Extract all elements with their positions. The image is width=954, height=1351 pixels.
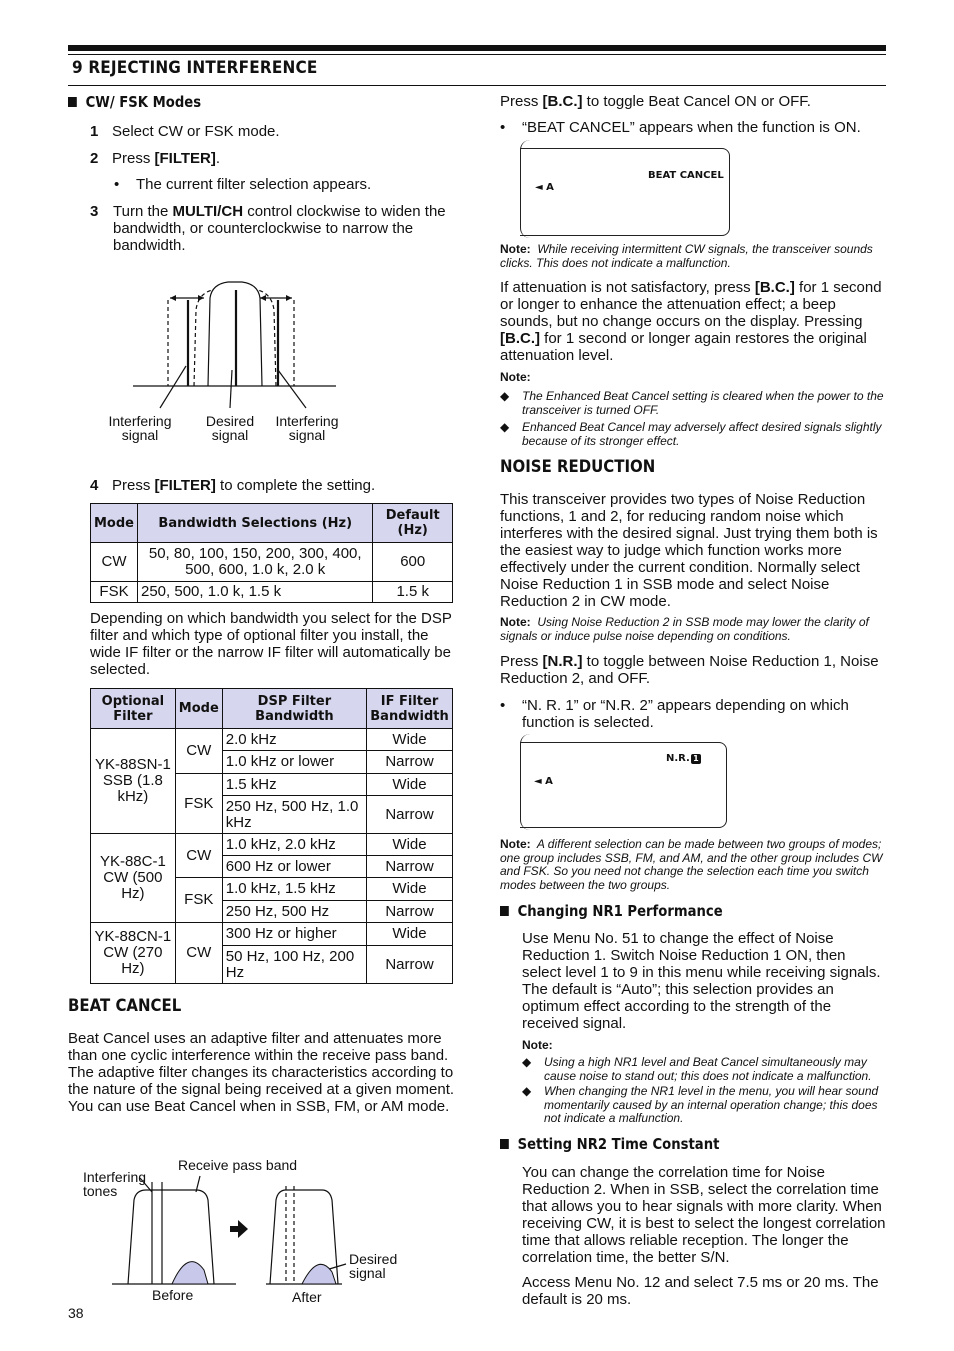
page-number: 38 bbox=[68, 1305, 84, 1321]
cell-dsp: 1.5 kHz bbox=[222, 774, 366, 796]
label-interfering-tones: Interfering tones bbox=[83, 1169, 147, 1199]
table-header-row bbox=[91, 689, 453, 729]
arrowhead-left bbox=[170, 295, 176, 301]
label-interfering-left: Interfering signal bbox=[108, 413, 172, 443]
step-1: 1 Select CW or FSK mode. bbox=[90, 123, 280, 140]
cell-if: Wide bbox=[367, 729, 453, 751]
cell-dsp: 2.0 kHz bbox=[222, 729, 366, 751]
note-3: Note: Using Noise Reduction 2 in SSB mode may lower the clarity of signals or induce pulse noise depending on conditions. bbox=[500, 615, 869, 643]
cell-dsp: 1.0 kHz or lower bbox=[222, 751, 366, 774]
arrowhead-right bbox=[260, 295, 266, 301]
step-3: 3 Turn the MULTI/CH control clockwise to widen the bandwidth, or counterclockwise to narrow the bandwidth. bbox=[90, 203, 446, 254]
th-mode: Mode bbox=[175, 689, 222, 729]
step-2: 2 Press [FILTER]. bbox=[90, 150, 221, 167]
table-row bbox=[91, 543, 453, 582]
leader-center bbox=[230, 370, 232, 408]
th-bandwidth: Bandwidth Selections (Hz) bbox=[138, 504, 373, 543]
bc-press-line: Press [B.C.] to toggle Beat Cancel ON or OFF. bbox=[500, 93, 811, 110]
cell-filter-name: YK-88CN-1 CW (270 Hz) bbox=[91, 923, 176, 984]
nr1-paragraph: Use Menu No. 51 to change the effect of Noise Reduction 1. Switch Noise Reduction 1 ON, then select level 1 to 9 in this menu while receiving signals. The default is “Auto”; this selection provides an optimum effect according to the strength of the received signal. bbox=[522, 930, 881, 1032]
square-bullet-icon bbox=[500, 1139, 509, 1149]
cell-mode: CW bbox=[175, 923, 222, 984]
top-rule-thin bbox=[68, 54, 886, 55]
cell-dsp: 1.0 kHz, 2.0 kHz bbox=[222, 834, 366, 856]
square-bullet-icon bbox=[68, 97, 77, 107]
nr-press-line: Press [N.R.] to toggle between Noise Reduction 1, Noise Reduction 2, and OFF. bbox=[500, 653, 879, 687]
label-passband: Receive pass band bbox=[178, 1157, 298, 1173]
label-after: After bbox=[292, 1289, 322, 1305]
noise-reduction-paragraph: This transceiver provides two types of Noise Reduction functions, 1 and 2, for reducing random noise which interferes with the desired signal. Just trying them both is the easiest way to judge which function works more effectively under the current condition. Normally select Noise Reduction 1 in SSB mode and select Noise Reduction 2 in CW mode. bbox=[500, 491, 878, 610]
bc-bullet: • “BEAT CANCEL” appears when the function is ON. bbox=[500, 119, 861, 136]
cell-dsp: 300 Hz or higher bbox=[222, 923, 366, 946]
cell-mode: CW bbox=[175, 729, 222, 774]
lcd-a-marker: ◄ A bbox=[534, 776, 553, 787]
cell-if: Narrow bbox=[367, 751, 453, 774]
diamond-bullet-icon: ◆ bbox=[500, 420, 510, 434]
beat-cancel-paragraph: Beat Cancel uses an adaptive filter and attenuates more than one cyclic interference within the receive pass band. The adaptive filter changes its characteristics according to the nature of the signal being received at a given moment. You can use Beat Cancel when in SSB, FM, or AM mode. bbox=[68, 1030, 455, 1115]
leader-right bbox=[278, 370, 306, 408]
cw-fsk-heading: CW/ FSK Modes bbox=[68, 94, 201, 111]
square-bullet-icon bbox=[500, 906, 509, 916]
cell-default: 600 bbox=[373, 543, 453, 582]
cell-dsp: 250 Hz, 500 Hz, 1.0 kHz bbox=[222, 796, 366, 834]
bandwidth-table bbox=[90, 503, 453, 603]
label-before: Before bbox=[152, 1287, 194, 1303]
cell-mode: FSK bbox=[91, 582, 138, 603]
cell-dsp: 1.0 kHz, 1.5 kHz bbox=[222, 878, 366, 901]
label-interfering-right: Interfering signal bbox=[275, 413, 339, 443]
cell-default: 1.5 k bbox=[373, 582, 453, 603]
nr1-heading: Changing NR1 Performance bbox=[500, 903, 723, 920]
th-if: IF Filter Bandwidth bbox=[367, 689, 453, 729]
label-desired-signal: Desired signal bbox=[349, 1251, 398, 1281]
table-row bbox=[91, 834, 453, 856]
right-arrow-icon bbox=[230, 1220, 248, 1238]
note-1: Note: While receiving intermittent CW signals, the transceiver sounds clicks. This does not indicate a malfunction. bbox=[500, 242, 873, 270]
arrowhead-right-2 bbox=[286, 295, 292, 301]
table-row bbox=[91, 729, 453, 751]
attenuation-paragraph: If attenuation is not satisfactory, press [B.C.] for 1 second or longer to enhance the attenuation effect; a beep sounds, but no change occurs on the display. Pressing [B.C.] for 1 second or longer again restores the original attenuation level. bbox=[500, 279, 882, 364]
cell-if: Narrow bbox=[367, 856, 453, 878]
note-5-item: ◆ When changing the NR1 level in the menu, you will hear sound momentarily caused by an internal operation change; this does not indicate a malfunction. bbox=[522, 1084, 879, 1125]
cell-if: Narrow bbox=[367, 901, 453, 923]
nr2-heading: Setting NR2 Time Constant bbox=[500, 1136, 719, 1153]
cell-if: Wide bbox=[367, 834, 453, 856]
lcd-beat-cancel-text: BEAT CANCEL bbox=[648, 170, 724, 181]
noise-reduction-heading: NOISE REDUCTION bbox=[500, 457, 656, 477]
lcd-a-marker: ◄ A bbox=[535, 182, 554, 193]
leader-left bbox=[160, 366, 186, 408]
note-2-label: Note: bbox=[500, 370, 531, 384]
th-mode: Mode bbox=[91, 504, 138, 543]
cell-if: Wide bbox=[367, 774, 453, 796]
cell-mode: FSK bbox=[175, 878, 222, 923]
cell-filter-name: YK-88SN-1 SSB (1.8 kHz) bbox=[91, 729, 176, 834]
diamond-bullet-icon: ◆ bbox=[500, 389, 510, 403]
step-4: 4 Press [FILTER] to complete the setting. bbox=[90, 477, 376, 494]
table-header-row bbox=[91, 504, 453, 543]
cell-bandwidth: 50, 80, 100, 150, 200, 300, 400, 500, 600, 1.0 k, 2.0 k bbox=[138, 543, 373, 582]
depending-paragraph: Depending on which bandwidth you select for the DSP filter and which type of optional filter you install, the wide IF filter or the narrow IF filter will automatically be selected. bbox=[90, 610, 452, 678]
diamond-bullet-icon: ◆ bbox=[522, 1084, 532, 1098]
filter-table bbox=[90, 688, 453, 984]
chapter-title: 9 REJECTING INTERFERENCE bbox=[72, 58, 318, 78]
cell-dsp: 50 Hz, 100 Hz, 200 Hz bbox=[222, 946, 366, 984]
beat-cancel-heading: BEAT CANCEL bbox=[68, 996, 182, 1016]
nr2-access: Access Menu No. 12 and select 7.5 ms or 20 ms. The default is 20 ms. bbox=[522, 1274, 879, 1308]
nr-bullet: • “N. R. 1” or “N.R. 2” appears depending on which function is selected. bbox=[500, 697, 849, 731]
cell-if: Narrow bbox=[367, 946, 453, 984]
cell-if: Wide bbox=[367, 878, 453, 901]
cell-mode: FSK bbox=[175, 774, 222, 834]
cell-if: Wide bbox=[367, 923, 453, 946]
cell-mode: CW bbox=[91, 543, 138, 582]
note-5-item: ◆ Using a high NR1 level and Beat Cancel simultaneously may cause noise to stand out; this does not indicate a malfunction. bbox=[522, 1055, 872, 1083]
note-5-label: Note: bbox=[522, 1038, 553, 1052]
label-desired: Desired signal bbox=[205, 413, 255, 443]
table-row bbox=[91, 582, 453, 603]
before-desired-signal bbox=[172, 1262, 208, 1284]
lcd-nr-number: 1 bbox=[691, 754, 701, 764]
cell-bandwidth: 250, 500, 1.0 k, 1.5 k bbox=[138, 582, 373, 603]
cell-filter-name: YK-88C-1 CW (500 Hz) bbox=[91, 834, 176, 923]
cell-if: Narrow bbox=[367, 796, 453, 834]
chapter-rule bbox=[68, 85, 886, 86]
note-2-item: ◆ Enhanced Beat Cancel may adversely affect desired signals slightly because of its stronger effect. bbox=[500, 420, 882, 448]
top-rule bbox=[68, 45, 886, 51]
th-dsp: DSP Filter Bandwidth bbox=[222, 689, 366, 729]
lcd-nr-text: N.R. 1 bbox=[666, 750, 701, 767]
table-row bbox=[91, 923, 453, 946]
arrowhead-left-2 bbox=[198, 295, 204, 301]
cell-mode: CW bbox=[175, 834, 222, 878]
cell-dsp: 250 Hz, 500 Hz bbox=[222, 901, 366, 923]
step-2-bullet: • The current filter selection appears. bbox=[114, 176, 372, 193]
th-optional-filter: Optional Filter bbox=[91, 689, 176, 729]
cell-dsp: 600 Hz or lower bbox=[222, 856, 366, 878]
note-4: Note: A different selection can be made between two groups of modes; one group includes SSB, FM, and AM, and the other group includes CW and FSK. So you need not change the selection each time you switch modes between the two groups. bbox=[500, 837, 883, 892]
diamond-bullet-icon: ◆ bbox=[522, 1055, 532, 1069]
note-2-item: ◆ The Enhanced Beat Cancel setting is cleared when the power to the transceiver is turned OFF. bbox=[500, 389, 884, 417]
nr2-paragraph: You can change the correlation time for Noise Reduction 2. When in SSB, select the correlation time that allows you to hear signals with more clarity. When receiving CW, it is best to select the longest correlation time that allows reliable reception. The longer the correlation time, the better S/N. bbox=[522, 1164, 886, 1266]
th-default: Default (Hz) bbox=[373, 504, 453, 543]
after-desired-signal bbox=[302, 1264, 336, 1284]
